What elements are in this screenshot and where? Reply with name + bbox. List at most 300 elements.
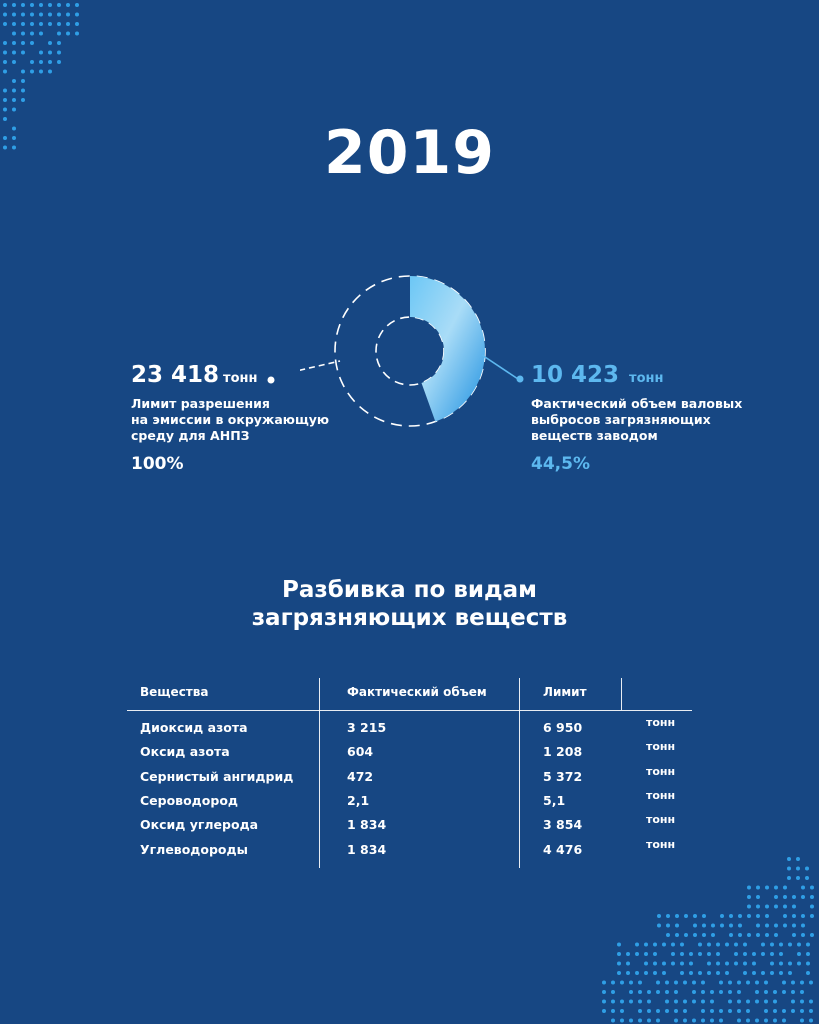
decorative-dot <box>21 89 25 93</box>
decorative-dot <box>635 943 639 947</box>
decorative-dot <box>810 914 814 918</box>
decorative-dot <box>611 990 615 994</box>
decorative-dot <box>810 905 814 909</box>
limit-unit: тонн <box>223 371 258 386</box>
decorative-dot <box>3 60 7 64</box>
decorative-dot <box>66 3 70 7</box>
decorative-dot <box>666 924 670 928</box>
decorative-dot <box>611 1019 615 1023</box>
decorative-dot <box>738 924 742 928</box>
decorative-dot <box>12 22 16 26</box>
decorative-dot <box>773 1019 777 1023</box>
decorative-dot <box>752 952 756 956</box>
decorative-dot <box>792 895 796 899</box>
decorative-dot <box>75 32 79 36</box>
decorative-dot <box>725 962 729 966</box>
decorative-dot <box>764 1009 768 1013</box>
decorative-dot <box>746 981 750 985</box>
decorative-dot <box>39 3 43 7</box>
decorative-dot <box>765 914 769 918</box>
decorative-dot <box>675 914 679 918</box>
cell-unit: тонн <box>646 764 676 778</box>
decorative-dot <box>638 981 642 985</box>
decorative-dot <box>725 943 729 947</box>
decorative-dot <box>57 3 61 7</box>
decorative-dot <box>689 952 693 956</box>
decorative-dot <box>39 32 43 36</box>
cell-substance: Оксид азота <box>140 744 230 760</box>
decorative-dot <box>602 981 606 985</box>
decorative-dot <box>689 962 693 966</box>
decorative-dot <box>728 981 732 985</box>
decorative-dot <box>756 905 760 909</box>
decorative-dot <box>626 962 630 966</box>
decorative-dot <box>756 914 760 918</box>
decorative-dot <box>684 914 688 918</box>
decorative-dot <box>683 1019 687 1023</box>
table-column-divider <box>621 678 622 710</box>
decorative-dot <box>21 98 25 102</box>
decorative-dot <box>711 933 715 937</box>
decorative-dot <box>805 876 809 880</box>
decorative-dot <box>747 914 751 918</box>
decorative-dot <box>773 1000 777 1004</box>
decorative-dot <box>39 51 43 55</box>
decorative-dot <box>716 943 720 947</box>
decorative-dot <box>653 971 657 975</box>
decorative-dot <box>800 1000 804 1004</box>
decorative-dot <box>692 1019 696 1023</box>
decorative-dot <box>797 962 801 966</box>
cell-actual: 1 834 <box>347 817 387 833</box>
actual-description-line: выбросов загрязняющих <box>531 412 711 427</box>
column-header-actual: Фактический объем <box>347 685 487 699</box>
cell-unit: тонн <box>646 788 676 802</box>
decorative-dot <box>653 943 657 947</box>
decorative-dot <box>635 971 639 975</box>
breakdown-title-line: загрязняющих веществ <box>251 605 568 631</box>
decorative-dot <box>765 933 769 937</box>
decorative-dot <box>3 89 7 93</box>
decorative-dot <box>725 971 729 975</box>
table-row <box>127 788 692 817</box>
decorative-dot <box>21 70 25 74</box>
decorative-dot <box>755 1000 759 1004</box>
decorative-dot <box>683 981 687 985</box>
cell-substance: Диоксид азота <box>140 720 248 735</box>
limit-ring-inner <box>376 317 444 385</box>
column-header-limit: Лимит <box>543 685 587 699</box>
decorative-dot <box>788 962 792 966</box>
cell-actual: 1 834 <box>347 841 387 857</box>
decorative-dot <box>770 962 774 966</box>
decorative-dot <box>770 943 774 947</box>
decorative-dot <box>12 98 16 102</box>
decorative-dot <box>783 886 787 890</box>
actual-percent: 44,5% <box>531 454 590 474</box>
decorative-dot <box>57 41 61 45</box>
decorative-dot <box>729 914 733 918</box>
decorative-dot <box>806 971 810 975</box>
cell-unit: тонн <box>646 716 676 729</box>
decorative-dot <box>774 905 778 909</box>
decorative-dot <box>57 51 61 55</box>
decorative-dot <box>737 1000 741 1004</box>
decorative-dot <box>75 3 79 7</box>
decorative-dot <box>738 933 742 937</box>
decorative-dot <box>30 60 34 64</box>
cell-limit: 5,1 <box>543 792 566 808</box>
decorative-dot <box>629 1019 633 1023</box>
decorative-dot <box>12 41 16 45</box>
decorative-dot <box>692 981 696 985</box>
decorative-dot <box>629 990 633 994</box>
decorative-dot <box>779 943 783 947</box>
decorative-dot <box>761 971 765 975</box>
decorative-dot <box>638 1000 642 1004</box>
decorative-dot <box>716 952 720 956</box>
actual-marker-dot <box>513 372 527 386</box>
decorative-dot <box>657 914 661 918</box>
decorative-dot <box>57 13 61 17</box>
decorative-dot <box>666 914 670 918</box>
decorative-dot <box>3 13 7 17</box>
decorative-dot <box>792 924 796 928</box>
decorative-dot <box>653 962 657 966</box>
decorative-dot <box>675 933 679 937</box>
decorative-dot <box>48 41 52 45</box>
decorative-dot <box>797 952 801 956</box>
decorative-dot <box>3 22 7 26</box>
decorative-dot <box>796 857 800 861</box>
decorative-dot <box>675 924 679 928</box>
decorative-dot <box>602 990 606 994</box>
decorative-dot <box>797 943 801 947</box>
decorative-dot <box>57 32 61 36</box>
decorative-dot <box>791 990 795 994</box>
table-row <box>127 764 692 793</box>
decorative-dot <box>617 971 621 975</box>
cell-limit: 1 208 <box>543 744 583 760</box>
decorative-dot <box>788 943 792 947</box>
decorative-dot <box>809 1009 813 1013</box>
pollutants-table <box>127 678 692 868</box>
decorative-dot <box>701 1000 705 1004</box>
decorative-dot <box>48 51 52 55</box>
decorative-dot <box>12 3 16 7</box>
decorative-dot <box>711 924 715 928</box>
decorative-dot <box>644 952 648 956</box>
decorative-dot <box>698 952 702 956</box>
decorative-dot <box>647 1009 651 1013</box>
decorative-dot <box>39 13 43 17</box>
decorative-dot <box>620 1019 624 1023</box>
actual-description <box>531 396 742 444</box>
decorative-dot <box>747 933 751 937</box>
decorative-dot <box>701 1019 705 1023</box>
decorative-dot <box>30 13 34 17</box>
decorative-dot <box>810 933 814 937</box>
decorative-dot <box>747 905 751 909</box>
decorative-dot <box>702 933 706 937</box>
decorative-dot <box>809 981 813 985</box>
limit-description-line: Лимит разрешения <box>131 396 270 411</box>
decorative-dot <box>787 876 791 880</box>
decorative-dot <box>611 1000 615 1004</box>
decorative-dot <box>680 971 684 975</box>
decorative-dot <box>743 952 747 956</box>
decorative-dot <box>21 3 25 7</box>
decorative-dot <box>764 1019 768 1023</box>
decorative-dot <box>720 914 724 918</box>
decorative-dot <box>39 22 43 26</box>
decorative-dot <box>729 924 733 928</box>
decorative-dot <box>707 952 711 956</box>
decorative-dot <box>66 22 70 26</box>
decorative-dot <box>773 1009 777 1013</box>
decorative-dot <box>752 962 756 966</box>
decorative-dot <box>638 1009 642 1013</box>
decorative-dot <box>12 89 16 93</box>
decorative-dot <box>729 933 733 937</box>
decorative-dot <box>792 914 796 918</box>
decorative-dot <box>791 1009 795 1013</box>
decorative-dot <box>801 924 805 928</box>
decorative-dot <box>743 943 747 947</box>
decorative-dot <box>800 1009 804 1013</box>
decorative-dot <box>779 952 783 956</box>
decorative-dot <box>638 1019 642 1023</box>
decorative-dot <box>788 971 792 975</box>
cell-limit: 5 372 <box>543 768 583 784</box>
decorative-dot <box>764 1000 768 1004</box>
cell-actual: 472 <box>347 768 374 784</box>
decorative-dot <box>674 990 678 994</box>
table-row <box>127 837 692 866</box>
actual-value: 10 423 <box>531 362 620 388</box>
limit-value-line <box>131 362 329 388</box>
decorative-dot <box>756 886 760 890</box>
decorative-dot <box>792 905 796 909</box>
column-header-substance: Вещества <box>140 685 209 699</box>
decorative-dot <box>719 981 723 985</box>
decorative-dot <box>30 3 34 7</box>
decorative-dot <box>680 962 684 966</box>
cell-actual: 2,1 <box>347 792 370 808</box>
decorative-dot <box>21 22 25 26</box>
decorative-dot <box>756 895 760 899</box>
decorative-dot <box>770 952 774 956</box>
decorative-dot <box>12 51 16 55</box>
year-title: 2019 <box>324 118 495 188</box>
decorative-dot <box>764 990 768 994</box>
decorative-dot <box>617 952 621 956</box>
decorative-dot <box>779 962 783 966</box>
decorative-dot <box>710 1019 714 1023</box>
cell-unit: тонн <box>646 837 676 851</box>
decorative-dot <box>689 971 693 975</box>
decorative-dot <box>75 13 79 17</box>
cell-substance: Оксид углерода <box>140 817 259 833</box>
decorative-dot <box>698 943 702 947</box>
decorative-dot <box>647 1019 651 1023</box>
decorative-dot <box>665 1000 669 1004</box>
limit-value: 23 418 <box>131 362 220 388</box>
decorative-dot <box>665 1009 669 1013</box>
decorative-dot <box>779 971 783 975</box>
decorative-dot <box>770 971 774 975</box>
decorative-dot <box>21 32 25 36</box>
decorative-dot <box>12 79 16 83</box>
decorative-dot <box>57 22 61 26</box>
decorative-dot <box>644 971 648 975</box>
decorative-dot <box>602 1009 606 1013</box>
decorative-dot <box>765 924 769 928</box>
decorative-dot <box>719 990 723 994</box>
decorative-dot <box>683 1009 687 1013</box>
cell-substance: Сероводород <box>140 792 238 808</box>
decorative-dot <box>783 905 787 909</box>
decorative-dot <box>747 895 751 899</box>
decorative-dot <box>692 990 696 994</box>
decorative-dot <box>710 990 714 994</box>
decorative-dot <box>626 971 630 975</box>
decorative-dot <box>734 962 738 966</box>
decorative-dot <box>743 971 747 975</box>
decorative-dot <box>671 943 675 947</box>
decorative-dot <box>656 981 660 985</box>
decorative-dot <box>806 952 810 956</box>
decorative-dot <box>734 943 738 947</box>
decorative-dot <box>665 990 669 994</box>
decorative-dot <box>12 13 16 17</box>
decorative-dot <box>671 962 675 966</box>
decorative-dot <box>782 990 786 994</box>
decorative-dot <box>3 70 7 74</box>
decorative-dot <box>737 981 741 985</box>
decorative-dot <box>12 32 16 36</box>
decorative-dot <box>761 943 765 947</box>
decorative-dot <box>693 924 697 928</box>
decorative-dot <box>629 1000 633 1004</box>
decorative-dot <box>3 108 7 112</box>
decorative-dot <box>787 867 791 871</box>
decorative-dot <box>728 1000 732 1004</box>
decorative-dot <box>800 1019 804 1023</box>
decorative-dot <box>671 952 675 956</box>
decorative-dot <box>620 1000 624 1004</box>
decorative-dot <box>774 886 778 890</box>
decorative-dot <box>800 990 804 994</box>
decorative-dot <box>743 962 747 966</box>
decorative-dot <box>702 924 706 928</box>
decorative-dot <box>39 60 43 64</box>
decorative-dot <box>806 962 810 966</box>
decorative-dot <box>702 914 706 918</box>
decorative-dot <box>692 1000 696 1004</box>
decorative-dot <box>12 60 16 64</box>
decorative-dot <box>800 981 804 985</box>
cell-limit: 4 476 <box>543 841 583 857</box>
decorative-dot <box>662 962 666 966</box>
cell-substance: Углеводороды <box>140 841 248 857</box>
decorative-dot <box>801 886 805 890</box>
decorative-dot <box>665 981 669 985</box>
decorative-dot <box>801 933 805 937</box>
cell-limit: 6 950 <box>543 720 583 735</box>
cell-unit: тонн <box>646 740 676 754</box>
decorative-dot <box>656 1009 660 1013</box>
decorative-dot <box>647 990 651 994</box>
decorative-dot <box>796 876 800 880</box>
decorative-dot <box>783 924 787 928</box>
decorative-dot <box>21 51 25 55</box>
decorative-dot <box>638 990 642 994</box>
decorative-dot <box>626 952 630 956</box>
decorative-dot <box>656 1019 660 1023</box>
decorative-dot <box>707 971 711 975</box>
decorative-dot <box>680 952 684 956</box>
decorative-dot <box>764 981 768 985</box>
decorative-dot <box>809 1019 813 1023</box>
decorative-dot <box>684 933 688 937</box>
decorative-dot <box>674 1000 678 1004</box>
decorative-dot <box>30 41 34 45</box>
decorative-dot <box>674 1019 678 1023</box>
decorative-dot <box>48 13 52 17</box>
decorative-dot <box>752 971 756 975</box>
decorative-dot <box>48 70 52 74</box>
decorative-dot <box>755 1019 759 1023</box>
decorative-dot <box>3 41 7 45</box>
actual-value-line <box>531 362 742 388</box>
table-header-divider <box>127 710 692 711</box>
decorative-dot <box>12 108 16 112</box>
decorative-dot <box>611 981 615 985</box>
decorative-dot <box>738 914 742 918</box>
decorative-dot <box>737 1019 741 1023</box>
decorative-dot <box>783 895 787 899</box>
decorative-dot <box>756 933 760 937</box>
emissions-donut-chart <box>300 255 520 475</box>
limit-description-line: на эмиссии в окружающую <box>131 412 330 427</box>
decorative-dot <box>746 1019 750 1023</box>
decorative-dot <box>666 933 670 937</box>
decorative-dot <box>617 962 621 966</box>
decorative-dot <box>782 1009 786 1013</box>
actual-description-line: веществ заводом <box>531 428 658 443</box>
decorative-dot <box>774 924 778 928</box>
decorative-dot <box>644 943 648 947</box>
actual-unit: тонн <box>629 371 664 386</box>
decorative-dot <box>701 990 705 994</box>
decorative-dot <box>710 1009 714 1013</box>
decorative-dot <box>805 867 809 871</box>
decorative-dot <box>782 981 786 985</box>
decorative-dot <box>746 1000 750 1004</box>
decorative-dot <box>734 952 738 956</box>
decorative-dot <box>783 914 787 918</box>
decorative-dot <box>716 971 720 975</box>
decorative-dot <box>662 943 666 947</box>
table-row <box>127 740 692 768</box>
decorative-dot <box>662 971 666 975</box>
breakdown-title-line: Разбивка по видам <box>282 577 537 603</box>
decorative-dot <box>48 22 52 26</box>
table-row <box>127 813 692 841</box>
decorative-dot <box>617 943 621 947</box>
decorative-dot <box>629 981 633 985</box>
